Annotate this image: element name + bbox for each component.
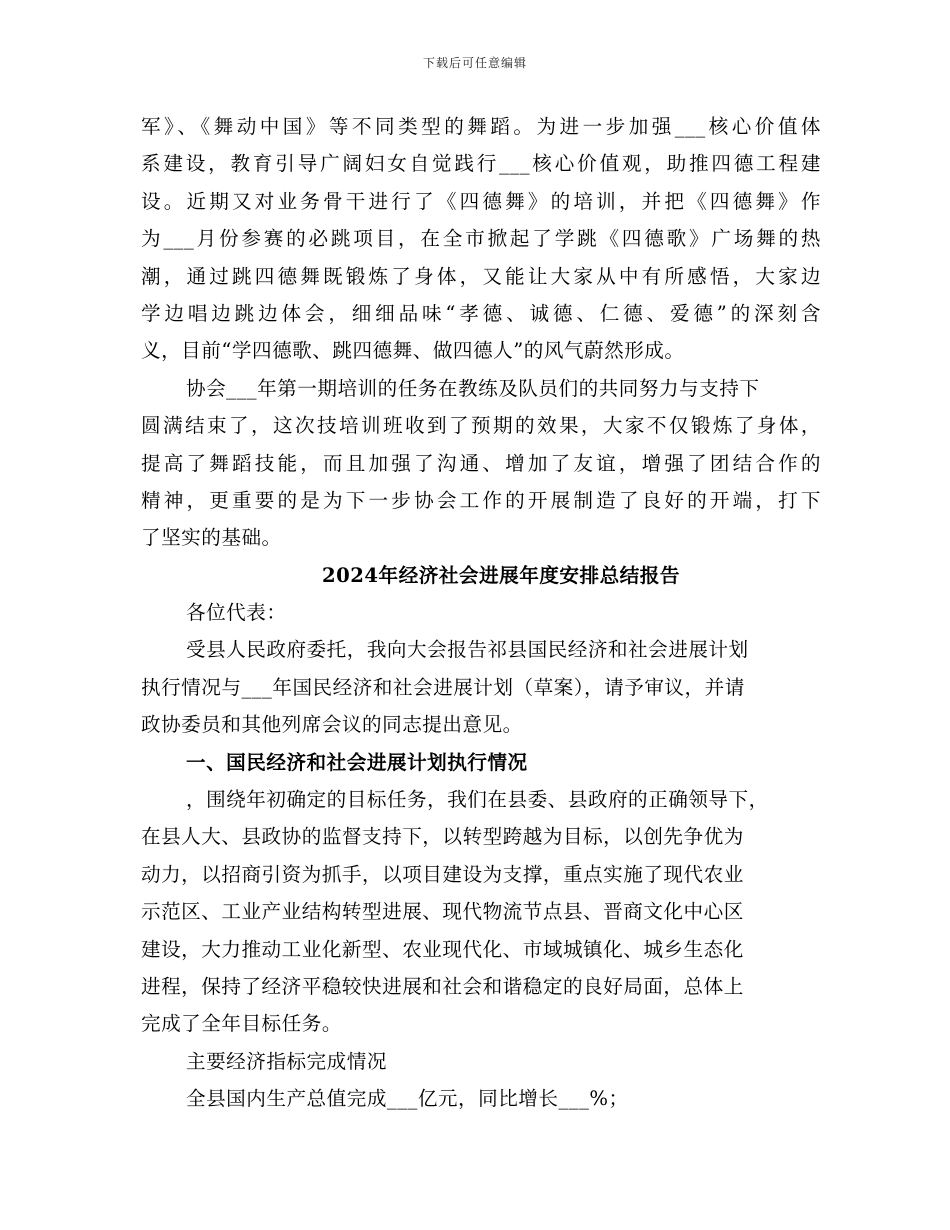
text-line: 提高了舞蹈技能，而且加强了沟通、增加了友谊，增强了团结合作的 xyxy=(141,451,821,475)
text-line: 完成了全年目标任务。 xyxy=(141,1012,342,1036)
text-line: 潮，通过跳四德舞既锻炼了身体，又能让大家从中有所感悟，大家边 xyxy=(141,264,821,288)
text-line: ，围绕年初确定的目标任务，我们在县委、县政府的正确领导下， xyxy=(186,788,769,812)
text-line: 执行情况与___年国民经济和社会进展计划（草案），请予审议，并请 xyxy=(141,675,745,699)
text-line: 设。近期又对业务骨干进行了《四德舞》的培训，并把《四德舞》作 xyxy=(141,189,821,213)
text-line: 受县人民政府委托，我向大会报告祁县国民经济和社会进展计划 xyxy=(186,638,749,662)
salutation: 各位代表： xyxy=(186,601,287,625)
text-line: 为___月份参赛的必跳项目，在全市掀起了学跳《四德歌》广场舞的热 xyxy=(141,227,821,251)
text-line: 政协委员和其他列席会议的同志提出意见。 xyxy=(141,713,523,737)
text-line: 全县国内生产总值完成___亿元，同比增长___%； xyxy=(186,1087,629,1111)
text-line: 了坚实的基础。 xyxy=(141,526,282,550)
text-line: 军》、《舞动中国》等不同类型的舞蹈。为进一步加强___核心价值体 xyxy=(141,115,821,138)
subsection-heading: 主要经济指标完成情况 xyxy=(186,1049,387,1073)
document-body xyxy=(141,108,821,1118)
page-header: 下载后可任意编辑 xyxy=(422,56,527,70)
text-line: 学边唱边跳边体会，细细品味“孝德、诚德、仁德、爱德”的深刻含 xyxy=(141,301,821,325)
text-line: 建设，大力推动工业化新型、农业现代化、市域城镇化、城乡生态化 xyxy=(141,937,744,961)
text-line: 义，目前“学四德歌、跳四德舞、做四德人”的风气蔚然形成。 xyxy=(141,339,685,363)
text-line: 系建设，教育引导广阔妇女自觉践行___核心价值观，助推四德工程建 xyxy=(141,152,821,176)
report-title: 2024年经济社会进展年度安排总结报告 xyxy=(322,563,680,587)
text-line: 动力，以招商引资为抓手，以项目建设为支撑，重点实施了现代农业 xyxy=(141,862,744,886)
text-line: 在县人大、县政协的监督支持下，以转型跨越为目标，以创先争优为 xyxy=(141,825,744,849)
text-line: 协会___年第一期培训的任务在教练及队员们的共同努力与支持下 xyxy=(186,376,760,400)
section-heading: 一、国民经济和社会进展计划执行情况 xyxy=(186,750,528,774)
text-line: 圆满结束了，这次技培训班收到了预期的效果，大家不仅锻炼了身体， xyxy=(141,414,821,438)
text-line: 进程，保持了经济平稳较快进展和社会和谐稳定的良好局面，总体上 xyxy=(141,974,744,998)
text-line: 精神，更重要的是为下一步协会工作的开展制造了良好的开端，打下 xyxy=(141,488,821,512)
text-line: 示范区、工业产业结构转型进展、现代物流节点县、晋商文化中心区 xyxy=(141,900,744,924)
